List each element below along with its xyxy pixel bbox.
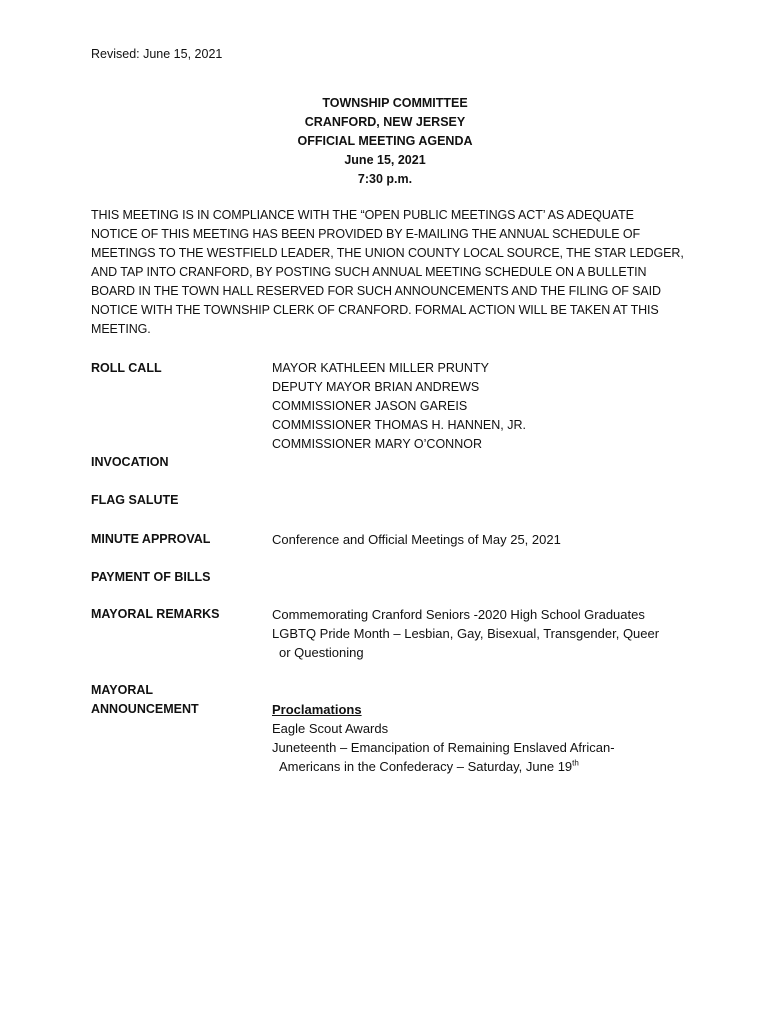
proclamations-heading: Proclamations [272, 702, 362, 717]
roll-call-member: DEPUTY MAYOR BRIAN ANDREWS [272, 380, 480, 394]
invocation-label: INVOCATION [91, 455, 169, 469]
mayoral-announcement-label-line: MAYORAL [91, 683, 154, 697]
flag-salute-label: FLAG SALUTE [91, 493, 179, 507]
roll-call-member: COMMISSIONER JASON GAREIS [272, 399, 468, 413]
mayoral-announcement-label-line: ANNOUNCEMENT [91, 702, 199, 716]
roll-call-member: COMMISSIONER MARY O’CONNOR [272, 437, 482, 451]
roll-call-label: ROLL CALL [91, 361, 162, 375]
proclamation-item: Eagle Scout Awards [272, 721, 389, 736]
roll-call-members [272, 359, 702, 454]
title-line-agenda: OFFICIAL MEETING AGENDA [297, 134, 473, 148]
agenda-title [0, 94, 770, 189]
proclamation-item-text: Americans in the Confederacy – Saturday, June 19 [279, 759, 573, 774]
minute-approval-label: MINUTE APPROVAL [91, 532, 211, 546]
mayoral-remarks-label: MAYORAL REMARKS [91, 607, 220, 621]
title-line-time: 7:30 p.m. [357, 172, 413, 186]
mayoral-announcement-label [91, 681, 261, 719]
title-line-committee: TOWNSHIP COMMITTEE [322, 96, 468, 110]
mayoral-remark-line: Commemorating Cranford Seniors -2020 High School Graduates [272, 607, 645, 622]
proclamation-item-continuation [272, 757, 702, 776]
public-meetings-notice: THIS MEETING IS IN COMPLIANCE WITH THE “OPEN PUBLIC MEETINGS ACT’ AS ADEQUATE NOTICE OF THIS MEETING HAS BEEN PROVIDED BY E-MAILING THE ANNUAL SCHEDULE OF MEETINGS TO THE WESTFIELD LEADER, THE UNION COUNTY LOCAL SOURCE, THE STAR LEDGER, AND TAP INTO CRANFORD, BY POSTING SUCH ANNUAL MEETING SCHEDULE ON A BULLETIN BOARD IN THE TOWN HALL RESERVED FOR SUCH ANNOUNCEMENTS AND THE FILING OF SAID NOTICE WITH THE TOWNSHIP CLERK OF CRANFORD. FORMAL ACTION WILL BE TAKEN AT THIS MEETING. [91, 208, 684, 336]
roll-call-member: COMMISSIONER THOMAS H. HANNEN, JR. [272, 418, 526, 432]
proclamation-item: Juneteenth – Emancipation of Remaining Enslaved African- [272, 740, 615, 755]
mayoral-remark-line: LGBTQ Pride Month – Lesbian, Gay, Bisexual, Transgender, Queer [272, 626, 660, 641]
payment-of-bills-label: PAYMENT OF BILLS [91, 570, 211, 584]
title-line-date: June 15, 2021 [344, 153, 426, 167]
revised-date: Revised: June 15, 2021 [91, 47, 223, 61]
roll-call-member: MAYOR KATHLEEN MILLER PRUNTY [272, 361, 489, 375]
minute-approval-text: Conference and Official Meetings of May 25, 2021 [272, 532, 561, 547]
mayoral-remark-line: or Questioning [279, 645, 364, 660]
title-line-location: CRANFORD, NEW JERSEY [304, 115, 466, 129]
ordinal-suffix: th [572, 758, 579, 768]
